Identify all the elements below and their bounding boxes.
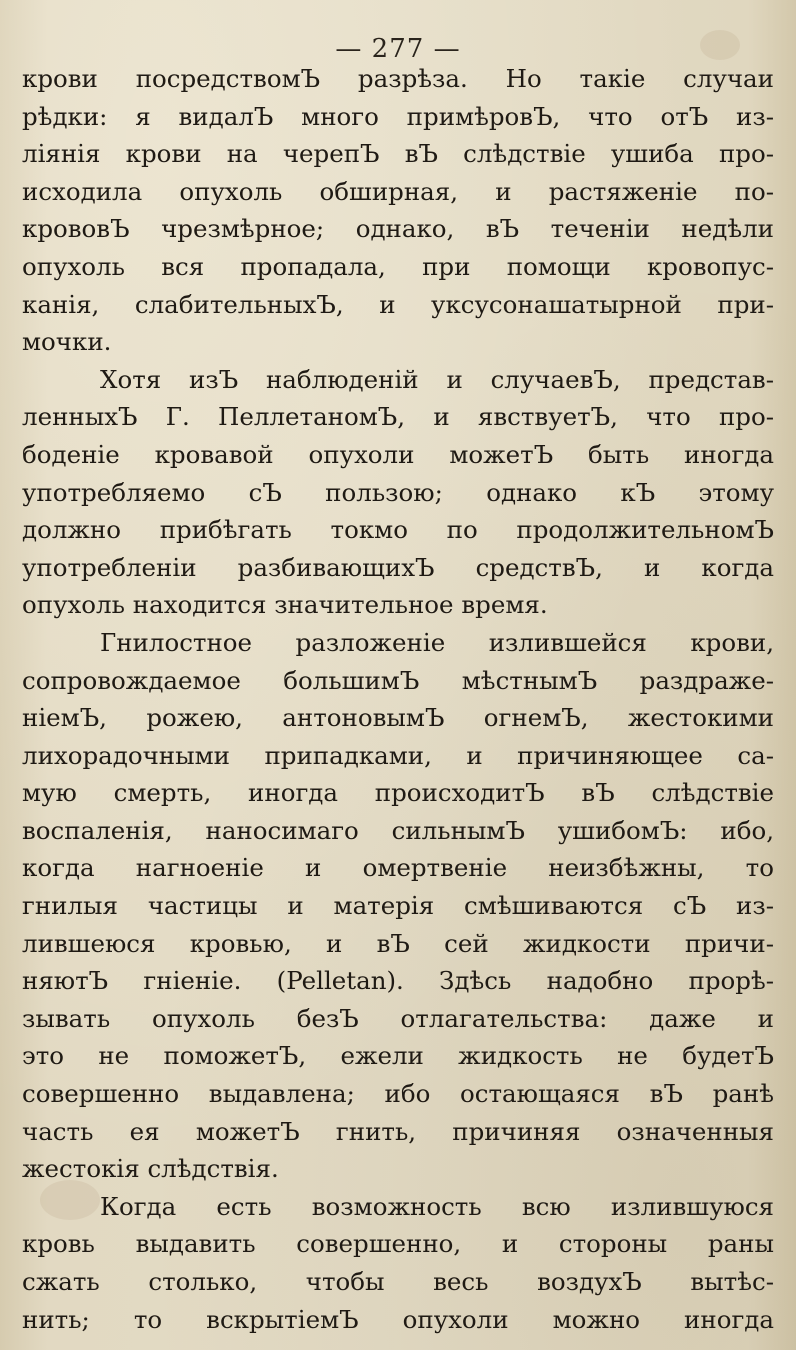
text-line: крововЪ чрезмѣрное; однако, вЪ теченіи недѣли [22,214,774,244]
text-line: ліянія крови на черепЪ вЪ слѣдствіе ушиба про- [22,139,774,169]
text-line: нить; то вскрытіемЪ опухоли можно иногда [22,1304,774,1334]
page-number: — 277 — [335,34,461,64]
text-line: мочки. [22,327,112,357]
text-line: мую смерть, иногда происходитЪ вЪ слѣдствіе [22,778,774,808]
text-line: когда нагноеніе и омертвеніе неизбѣжны, то [22,853,774,883]
text-line: лившеюся кровью, и вЪ сей жидкости причи- [22,928,774,958]
text-line: должно прибѣгать токмо по продолжительномЪ [22,515,774,545]
text-line: совершенно выдавлена; ибо остающаяся вЪ ранѣ [22,1079,774,1109]
text-line: боденіе кровавой опухоли можетЪ быть иногда [22,439,774,469]
paragraph-first-line: Хотя изЪ наблюденій и случаевЪ, представ- [100,364,774,394]
text-line: канія, слабительныхЪ, и уксусонашатырной при- [22,289,774,319]
text-line: кровь выдавить совершенно, и стороны раны [22,1229,774,1259]
text-line: няютЪ гніеніе. (Pelletan). Здѣсь надобно прорѣ- [22,966,774,996]
text-line: лихорадочными припадками, и причиняющее са- [22,740,774,770]
paragraph-first-line: Когда есть возможность всю излившуюся [100,1191,774,1221]
text-line: сжать столько, чтобы весь воздухЪ вытѣс- [22,1267,774,1296]
text-line: часть ея можетЪ гнить, причиняя означенныя [22,1116,774,1146]
text-line: сопровождаемое большимЪ мѣстнымЪ раздраже- [22,665,774,695]
text-line: исходила опухоль обширная, и растяженіе по- [22,176,774,206]
text-line: воспаленія, наносимаго сильнымЪ ушибомЪ: ибо, [22,815,774,845]
text-line: ленныхЪ Г. ПеллетаномЪ, и явствуетЪ, что про- [22,402,774,432]
text-line: опухоль находится значительное время. [22,590,548,620]
paragraph-first-line: Гнилостное разложеніе излившейся крови, [100,627,774,657]
text-line: гнилыя частицы и матерія смѣшиваются сЪ из- [22,891,774,921]
text-line: употребляемо сЪ пользою; однако кЪ этому [22,477,774,507]
text-line: рѣдки: я видалЪ много примѣровЪ, что отЪ из- [22,101,774,131]
text-line: зывать опухоль безЪ отлагательства: даже и [22,1003,774,1033]
text-line: употребленіи разбивающихЪ средствЪ, и когда [22,552,774,582]
text-line: крови посредствомЪ разрѣза. Но такіе случаи [22,64,774,93]
text-line: опухоль вся пропадала, при помощи кровопус- [22,251,774,281]
text-line: жестокія слѣдствія. [22,1154,279,1184]
text-line: ніемЪ, рожею, антоновымЪ огнемЪ, жестокими [22,703,774,733]
text-line: это не поможетЪ, ежели жидкость не будетЪ [22,1041,774,1071]
body-text [22,60,774,1338]
